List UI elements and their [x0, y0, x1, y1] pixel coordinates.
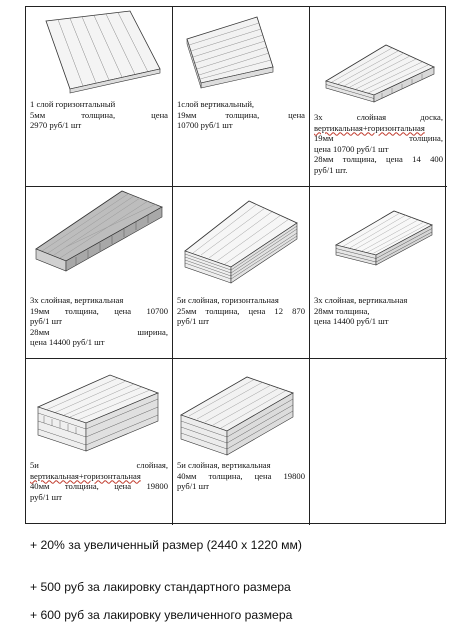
cell-8-line-1: 5и слойная, вертикальная [177, 460, 271, 470]
cell-4-line-2: 19мм толщина, цена 10700 [30, 305, 168, 316]
cell-5-line-2: 25мм толщина, цена 12 870 [177, 305, 305, 316]
cell-7-line-4: руб/1 шт [30, 491, 62, 502]
cell-6-line-1: 3х слойная, вертикальная [314, 295, 408, 305]
board-image-1 [26, 7, 172, 97]
cell-8-line-3: руб/1 шт [177, 481, 209, 491]
cell-7-line-2: вертикальная+горизонтальная [30, 470, 141, 481]
cell-4 [26, 187, 173, 359]
cell-2 [173, 7, 310, 187]
cell-1-line-1: 1 слой горизонтальный [30, 99, 116, 109]
cell-3-line-5: 28мм толщина, цена 14 400 [314, 154, 443, 164]
extra-varnish-standard: + 500 руб за лакировку стандартного размера [30, 580, 291, 594]
cell-7-line-3: 40мм толщина, цена 19800 [30, 481, 168, 491]
cell-2-line-2: 19мм толщина, цена [177, 109, 305, 120]
cell-7 [26, 359, 173, 525]
cell-1-line-2: 5мм толщина, цена [30, 109, 168, 120]
cell-3-line-6: руб/1 шт. [314, 164, 348, 175]
cell-3-line-1: 3х слойная доска, [314, 112, 443, 122]
board-image-2 [173, 7, 309, 97]
cell-4-line-4: 28мм ширина, [30, 326, 168, 337]
cell-3 [310, 7, 447, 187]
board-image-7 [26, 359, 172, 469]
cell-4-line-1: 3х слойная, вертикальная [30, 295, 124, 305]
cell-8-line-2: 40мм толщина, цена 19800 [177, 470, 305, 481]
cell-2-line-1: 1слой вертикальный, [177, 99, 255, 109]
extra-varnish-large: + 600 руб за лакировку увеличенного размера [30, 608, 293, 622]
cell-3-line-3: 19мм толщина, [314, 133, 443, 143]
cell-5-line-3: руб/1 шт [177, 316, 209, 326]
board-image-5 [173, 187, 309, 287]
cell-4-line-3: руб/1 шт [30, 316, 62, 326]
cell-3-line-4: цена 10700 руб/1 шт [314, 143, 389, 154]
cell-6-line-3: цена 14400 руб/1 шт [314, 316, 389, 326]
cell-6 [310, 187, 447, 359]
extra-large-size: + 20% за увеличенный размер (2440 х 1220 мм) [30, 538, 302, 552]
cell-9-empty [310, 359, 447, 525]
cell-6-line-2: 28мм толщина, [314, 305, 370, 316]
cell-4-line-5: цена 14400 руб/1 шт [30, 337, 105, 347]
cell-8 [173, 359, 310, 525]
cell-1-line-3: 2970 руб/1 шт [30, 120, 82, 130]
board-image-3 [310, 7, 447, 103]
product-table [25, 6, 446, 524]
board-image-4 [26, 187, 172, 287]
cell-5 [173, 187, 310, 359]
cell-5-line-1: 5и слойная, горизонтальная [177, 295, 279, 305]
board-image-6 [310, 187, 447, 287]
cell-3-line-2: вертикальная+горизонтальная [314, 122, 425, 133]
board-image-8 [173, 359, 309, 469]
cell-2-line-3: 10700 руб/1 шт [177, 120, 233, 130]
cell-7-line-1: 5и слойная, [30, 460, 168, 470]
cell-1 [26, 7, 173, 187]
